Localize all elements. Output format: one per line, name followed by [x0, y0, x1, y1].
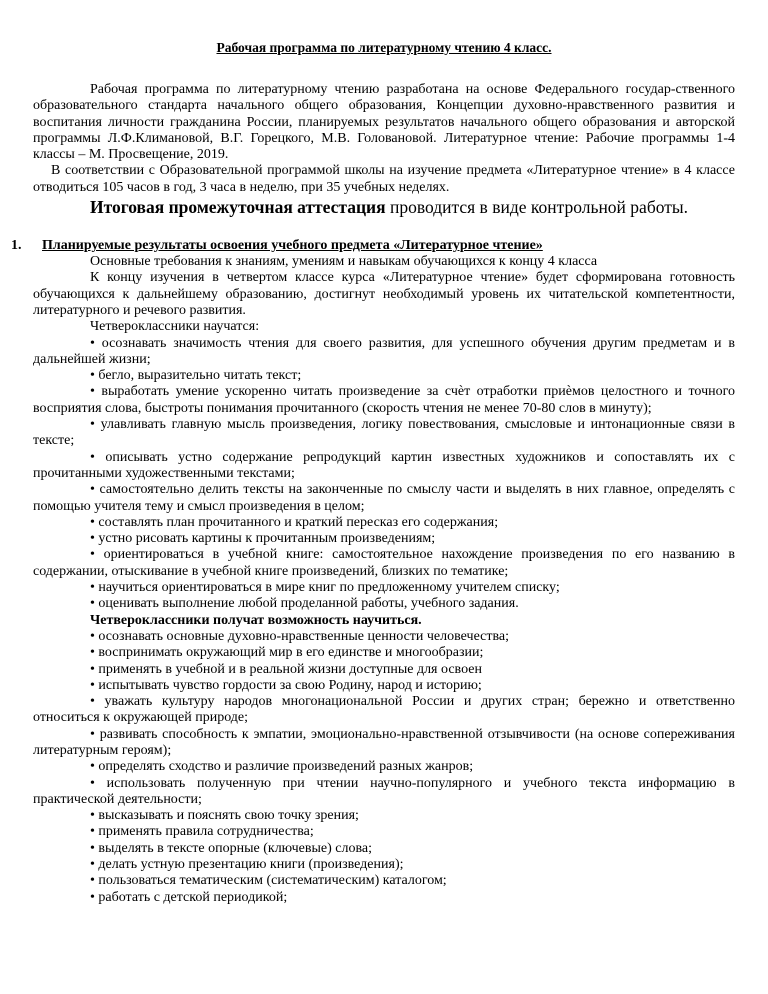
list-item: • определять сходство и различие произведений разных жанров;: [90, 759, 474, 775]
list-item: • работать с детской периодикой;: [90, 889, 288, 905]
intro-paragraph-2: В соответствии с Образовательной программой школы на изучение предмета «Литературное чтение» в 4 классе отводиться 105 часов в год, 3 часа в неделю, при 35 учебных неделях.: [33, 163, 735, 195]
list-item: • осознавать значимость чтения для своего развития, для успешного обучения другим предметам и в дальнейшей жизни;: [33, 335, 735, 367]
list-item: • устно рисовать картины к прочитанным произведениям;: [90, 531, 436, 547]
list-item: • составлять план прочитанного и краткий пересказ его содержания;: [90, 514, 499, 530]
section-title: Планируемые результаты освоения учебного предмета «Литературное чтение»: [42, 238, 543, 254]
list-item: • оценивать выполнение любой проделанной работы, учебного задания.: [90, 596, 519, 612]
list-item: • использовать полученную при чтении научно-популярного и учебного текста информацию в практической деятельности;: [33, 775, 735, 807]
list-item: • бегло, выразительно читать текст;: [90, 368, 302, 384]
list-item: • ориентироваться в учебной книге: самостоятельное нахождение произведения по его названию в содержании, отыскивание в учебной книге произведений, близких по тематике;: [33, 547, 735, 579]
list-item: • описывать устно содержание репродукций картин известных художников и сопоставлять их с прочитанными художественными текстами;: [33, 449, 735, 481]
list-item: • делать устную презентацию книги (произведения);: [90, 857, 404, 873]
list-item: • высказывать и пояснять свою точку зрения;: [90, 808, 359, 824]
document-title: Рабочая программа по литературному чтению 4 класс.: [216, 40, 552, 55]
list-item: • применять в учебной и в реальной жизни доступные для освоен: [90, 661, 482, 677]
section-heading: [11, 238, 735, 254]
list-item: • развивать способность к эмпатии, эмоционально-нравственной отзывчивости (на основе сопереживания литературным героям);: [33, 726, 735, 758]
opportunity-list: [33, 629, 735, 906]
list-item: • пользоваться тематическим (систематическим) каталогом;: [90, 873, 447, 889]
attestation-line: [33, 196, 735, 218]
section-number: 1.: [11, 238, 22, 254]
intro-paragraph-1: Рабочая программа по литературному чтению разработана на основе Федерального государ-ственного образовательного стандарта начального общего образования, Концепции духовно-нравственного развития и воспитания личности гражданина России, планируемых результатов начального общего образования и авторской программы Л.Ф.Климановой, В.Г. Горецкого, М.В. Головановой. Литературное чтение: Рабочие программы 1-4 классы – М. Просвещение, 2019.: [33, 82, 735, 163]
list-item: • выработать умение ускоренно читать произведение за счѐт отработки приѐмов целостного и точного восприятия слова, быстроты понимания прочитанного (скорость чтения не менее 70-80 слов в минуту);: [33, 384, 735, 416]
list-item: • уважать культуру народов многонациональной России и других стран; бережно и ответственно относиться к окружающей природе;: [33, 694, 735, 726]
section-subheading: Основные требования к знаниям, умениям и навыкам обучающихся к концу 4 класса: [90, 254, 598, 270]
learn-list: [33, 336, 735, 613]
list-item: • применять правила сотрудничества;: [90, 824, 314, 840]
list-item: • научиться ориентироваться в мире книг по предложенному учителем списку;: [90, 580, 560, 596]
list-item: • самостоятельно делить тексты на законченные по смыслу части и выделять в них главное, определять с помощью учителя тему и смысл произведения в целом;: [33, 482, 735, 514]
section-intro: К концу изучения в четвертом классе курса «Литературное чтение» будет сформирована готовность обучающихся к дальнейшему образованию, достигнут необходимый уровень их читательской компетентности, литературного и речевого развития.: [33, 270, 735, 318]
opportunity-heading: Четвероклассники получат возможность научиться.: [90, 612, 422, 628]
attestation-bold: Итоговая промежуточная аттестация: [90, 197, 386, 218]
list-item: • выделять в тексте опорные (ключевые) слова;: [90, 840, 372, 856]
learn-heading: Четвероклассники научатся:: [90, 319, 260, 335]
list-item: • испытывать чувство гордости за свою Родину, народ и историю;: [90, 677, 482, 693]
list-item: • осознавать основные духовно-нравственные ценности человечества;: [90, 628, 509, 644]
document-page: [11, 40, 735, 906]
list-item: • улавливать главную мысль произведения, логику повествования, смысловые и интонационные связи в тексте;: [33, 417, 735, 449]
attestation-rest: проводится в виде контрольной работы.: [385, 197, 689, 218]
list-item: • воспринимать окружающий мир в его единстве и многообразии;: [90, 645, 484, 661]
